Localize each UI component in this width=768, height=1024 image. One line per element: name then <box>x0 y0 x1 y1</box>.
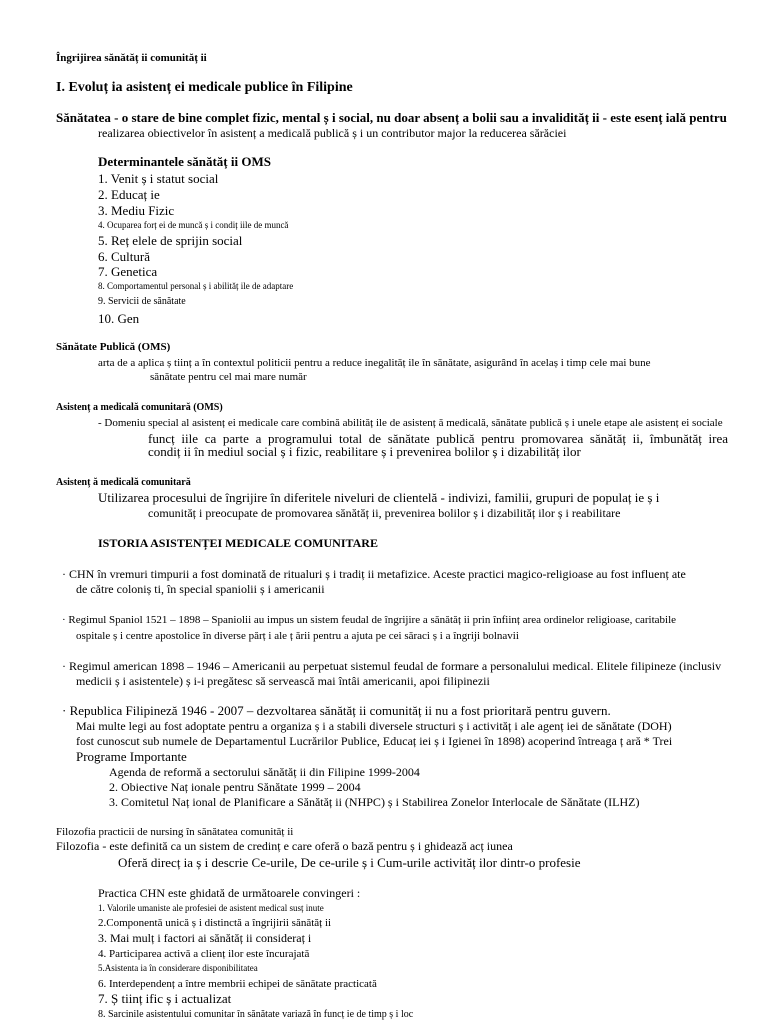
belief-item: 2.Componentă unică ș i distinctă a îngrijirii sănătăț ii <box>98 917 332 929</box>
beliefs-title: Practica CHN este ghidată de următoarele convingeri : <box>98 886 361 900</box>
belief-item: 6. Interdependenț a între membrii echipei de sănătate practicată <box>98 978 377 990</box>
public-health-line2: sănătate pentru cel mai mare număr <box>150 371 307 383</box>
history-paragraph: Mai multe legi au fost adoptate pentru a organiza ș i a stabili diversele structuri ș i activităț i ale agenț iei de sănătate (DOH) <box>76 719 672 733</box>
determinant-item: 9. Servicii de sănătate <box>98 296 186 307</box>
public-health-line1: arta de a aplica ș tiinț a în contextul politicii pentru a reduce inegalităț ile în sănătate, asigurând în acelaș i timp cele mai bune <box>98 357 651 369</box>
determinant-item: 4. Ocuparea forț ei de muncă ș i condiț iile de muncă <box>98 220 289 230</box>
history-paragraph: · CHN în vremuri timpurii a fost dominată de ritualuri ș i tradiț ii metafizice. Aceste practici magico-religioase au fost influenț ate <box>62 567 686 581</box>
belief-item: 3. Mai mulț i factori ai sănătăț ii consideraț i <box>98 931 312 945</box>
history-paragraph: ospitale ș i centre apostolice în diverse părț i ale ț ării pentru a ajuta pe cei săraci ș i a îngriji bolnavii <box>76 630 519 642</box>
determinant-item: 2. Educaț ie <box>98 187 160 202</box>
belief-item: 7. Ș tiinț ific ș i actualizat <box>98 991 232 1006</box>
philosophy-line1: Filozofia - este definită ca un sistem de credinț e care oferă o bază pentru ș i ghidează acț iunea <box>56 839 513 853</box>
health-definition-line2: realizarea obiectivelor în asistenț a medicală publică ș i un contributor major la reducerea sărăciei <box>98 126 567 140</box>
history-title: ISTORIA ASISTENȚEI MEDICALE COMUNITARE <box>98 536 378 550</box>
determinant-item: 8. Comportamentul personal ș i abilităț ile de adaptare <box>98 281 294 291</box>
belief-item: 4. Participarea activă a clienț ilor este încurajată <box>98 948 310 960</box>
history-paragraph: · Republica Filipineză 1946 - 2007 – dezvoltarea sănătăț ii comunităț ii nu a fost prioritară pentru guvern. <box>62 703 611 718</box>
program-item: Agenda de reformă a sectorului sănătăț ii din Filipine 1999-2004 <box>109 765 420 779</box>
community-nursing-who-line3: condiț ii în mediul social ș i fizic, reabilitare ș i prevenirea bolilor ș i dizabilităț ilor <box>148 444 581 459</box>
program-item: 2. Obiective Naț ionale pentru Sănătate 1999 – 2004 <box>109 780 361 794</box>
history-paragraph: de către coloniș ti, în special spaniolii ș i americanii <box>76 582 325 596</box>
history-paragraph: · Regimul american 1898 – 1946 – Americanii au perpetuat sistemul feudal de formare a personalului medical. Elitele filipineze (inclusiv <box>62 659 722 673</box>
history-paragraph: medicii ș i asistentele) ș i-i pregătesc să servească mai întâi americanii, apoi filipinezii <box>76 674 490 688</box>
community-nursing-title: Asistenț ă medicală comunitară <box>56 477 191 488</box>
community-nursing-line1: Utilizarea procesului de îngrijire în diferitele niveluri de clientelă - indivizi, familii, grupuri de populaț ie ș i <box>98 490 660 505</box>
determinant-item: 10. Gen <box>98 311 140 326</box>
philosophy-line2: Oferă direcț ia ș i descrie Ce-urile, De ce-urile ș i Cum-urile activităț ilor dintr-o profesie <box>118 855 581 870</box>
belief-item: 8. Sarcinile asistentului comunitar în sănătate variază în funcț ie de timp ș i loc <box>98 1009 414 1020</box>
determinant-item: 6. Cultură <box>98 249 150 264</box>
determinant-item: 5. Reț elele de sprijin social <box>98 233 243 248</box>
health-definition-line1: Sănătatea - o stare de bine complet fizic, mental ș i social, nu doar absenț a bolii sau a invalidităț ii - este esenț ială pentru <box>56 110 727 125</box>
history-paragraph: · Regimul Spaniol 1521 – 1898 – Spaniolii au impus un sistem feudal de îngrijire a sănătăț ii prin înființ area ordinelor religioase, caritabile <box>62 614 677 626</box>
section-title: I. Evoluț ia asistenț ei medicale publice în Filipine <box>56 80 353 95</box>
public-health-title: Sănătate Publică (OMS) <box>56 341 171 353</box>
history-paragraph: fost cunoscut sub numele de Departamentul Lucrărilor Publice, Educaț iei ș i Igienei în 1898) acoperind întreaga ț ară * Trei <box>76 734 673 748</box>
belief-item: 5.Asistenta ia în considerare disponibilitatea <box>98 963 258 973</box>
program-item: 3. Comitetul Naț ional de Planificare a Sănătăț ii (NHPC) ș i Stabilirea Zonelor Interlocale de Sănătate (ILHZ) <box>109 795 640 809</box>
document-header: Îngrijirea sănătăț ii comunităț ii <box>56 52 207 64</box>
determinants-title: Determinantele sănătăț ii OMS <box>98 154 271 169</box>
determinant-item: 1. Venit ș i statut social <box>98 171 219 186</box>
history-paragraph: Programe Importante <box>76 749 187 764</box>
community-nursing-line2: comunităț i preocupate de promovarea sănătăț ii, prevenirea bolilor ș i dizabilităț ilor ș i reabilitare <box>148 506 621 520</box>
community-nursing-who-line2: funcț iile ca parte a programului total de sănătate publică pentru promovarea sănătăț ii, îmbunătăț irea <box>148 431 728 446</box>
community-nursing-who-line1: - Domeniu special al asistenț ei medicale care combină abilităț ile de asistenț ă medicală, sănătate publică ș i unele etape ale asistenț ei sociale <box>98 417 723 429</box>
determinant-item: 3. Mediu Fizic <box>98 203 175 218</box>
community-nursing-who-title: Asistenț a medicală comunitară (OMS) <box>56 402 223 413</box>
philosophy-title: Filozofia practicii de nursing în sănătatea comunităț ii <box>56 826 294 838</box>
determinant-item: 7. Genetica <box>98 264 158 279</box>
belief-item: 1. Valorile umaniste ale profesiei de asistent medical susț inute <box>98 903 324 913</box>
